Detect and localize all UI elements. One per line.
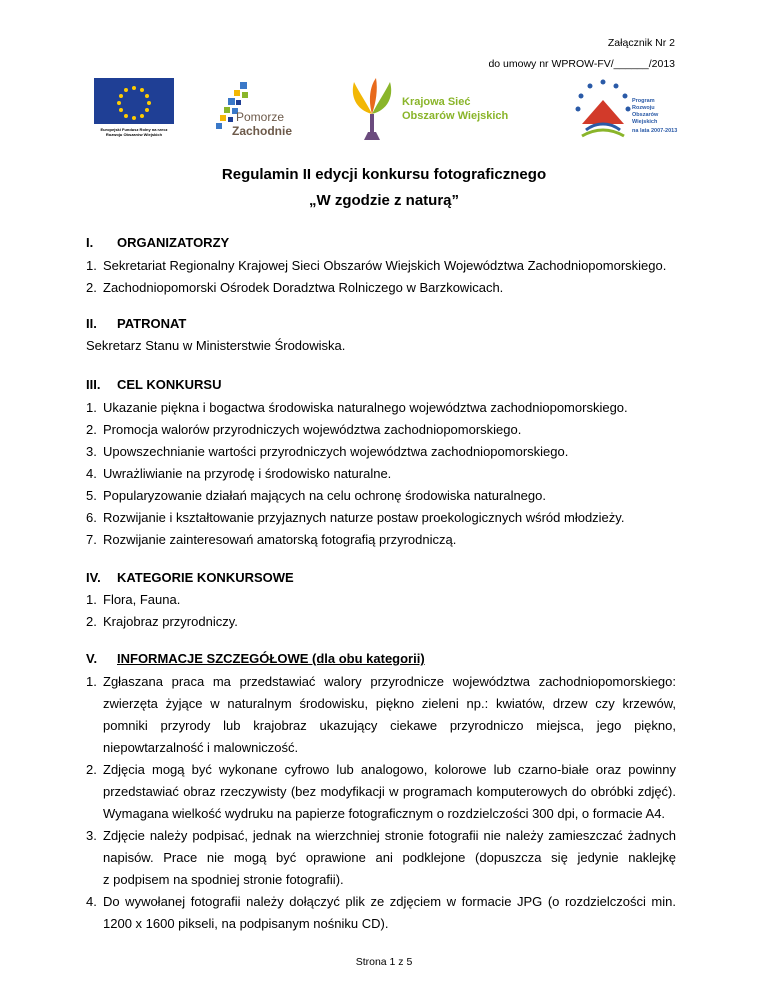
paragraph-line: napisów. Prace nie mogą być oprawione ani podklejone (dopuszcza się jedynie naklejkę bbox=[103, 850, 676, 865]
patronat-text: Sekretarz Stanu w Ministerstwie Środowiska. bbox=[86, 338, 346, 353]
list-item: 5. Popularyzowanie działań mających na celu ochronę środowiska naturalnego. bbox=[86, 488, 546, 503]
paragraph-line: Zdjęcie należy podpisać, jednak na wierzchniej stronie fotografii nie należy zamieszczać żadnych bbox=[103, 828, 676, 843]
ksow-line1: Krajowa Sieć bbox=[402, 96, 471, 108]
paragraph-number: 2. bbox=[86, 762, 97, 777]
list-item: 3. Upowszechnianie wartości przyrodniczych województwa zachodniopomorskiego. bbox=[86, 444, 569, 459]
eu-logo bbox=[94, 78, 174, 142]
section-heading-organizatorzy bbox=[86, 235, 229, 250]
ksow-line2: Obszarów Wiejskich bbox=[402, 110, 509, 122]
prow-line3: Obszarów bbox=[632, 112, 659, 118]
paragraph-number: 4. bbox=[86, 894, 97, 909]
logo-strip bbox=[90, 72, 690, 152]
paragraph-line: pomniki przyrody lub krajobraz ukazujący ciekawe przyrodniczo miejsca, jego piękno, bbox=[103, 718, 676, 733]
paragraph-line: przedstawiać obraz rzeczywisty (bez modyfikacji w programach komputerowych do obróbki zdjęć). bbox=[103, 784, 676, 799]
paragraph-line: Zgłaszana praca ma przedstawiać walory przyrodnicze województwa zachodniopomorskiego: bbox=[103, 674, 676, 689]
list-item: 7. Rozwijanie zainteresowań amatorską fotografią przyrodniczą. bbox=[86, 532, 457, 547]
document-title: Regulamin II edycji konkursu fotograficznego bbox=[221, 166, 547, 183]
prow-logo bbox=[568, 76, 690, 144]
eu-caption: Europejski Fundusz Rolny na rzecz Rozwoju Obszarów Wiejskich bbox=[100, 127, 168, 137]
section-heading-kategorie bbox=[86, 570, 294, 585]
section-title: CEL KONKURSU bbox=[117, 377, 222, 392]
section-title: ORGANIZATORZY bbox=[117, 235, 230, 250]
annex-label: Załącznik Nr 2 bbox=[607, 37, 675, 49]
paragraph-line: zwierzęta żyjące w naturalnym środowisku, piękno zieleni np.: kwiatów, drzew czy krzewów, bbox=[103, 696, 676, 711]
section-title: KATEGORIE KONKURSOWE bbox=[117, 570, 294, 585]
list-item: 1. Flora, Fauna. bbox=[86, 592, 181, 607]
prow-line1: Program bbox=[632, 98, 655, 104]
section-number: I. bbox=[86, 235, 94, 250]
ksow-logo bbox=[346, 74, 546, 144]
section-heading-patronat bbox=[86, 316, 186, 331]
document-subtitle: „W zgodzie z naturą” bbox=[309, 192, 459, 209]
prow-emblem-icon bbox=[568, 76, 638, 140]
section-heading-informacje bbox=[86, 651, 425, 666]
page-number: Strona 1 z 5 bbox=[355, 956, 413, 968]
paragraph-number: 1. bbox=[86, 674, 97, 689]
paragraph-line: Wymagana wielkość wydruku na papierze fotograficznym o rozdzielczości 300 dpi, o formacie A4. bbox=[103, 806, 666, 821]
section-title: PATRONAT bbox=[117, 316, 187, 331]
section-number: IV. bbox=[86, 570, 101, 585]
prow-line5: na lata 2007-2013 bbox=[632, 128, 678, 134]
section-heading-cel-konkursu bbox=[86, 377, 222, 392]
section-number: V. bbox=[86, 651, 98, 666]
pomorze-zachodnie-logo bbox=[216, 72, 296, 144]
paragraph-number: 3. bbox=[86, 828, 97, 843]
section-title: INFORMACJE SZCZEGÓŁOWE (dla obu kategorii) bbox=[117, 651, 425, 666]
paragraph-line: Do wywołanej fotografii należy dołączyć plik ze zdjęciem w formacie JPG (o rozdzielczości min. bbox=[103, 894, 676, 909]
contract-label: do umowy nr WPROW-FV/______/2013 bbox=[488, 58, 675, 70]
ksow-flower-icon bbox=[346, 74, 398, 142]
list-item: 4. Uwrażliwianie na przyrodę i środowisko naturalne. bbox=[86, 466, 392, 481]
paragraph-line: z podpisem na spodniej stronie fotografii). bbox=[103, 872, 344, 887]
section-number: III. bbox=[86, 377, 101, 392]
list-item: 2. Zachodniopomorski Ośrodek Doradztwa Rolniczego w Barzkowicach. bbox=[86, 280, 504, 295]
paragraph-line: Zdjęcia mogą być wykonane cyfrowo lub analogowo, kolorowe lub czarno-białe oraz powinny bbox=[103, 762, 676, 777]
prow-line4: Wiejskich bbox=[632, 119, 658, 125]
list-item: 1. Ukazanie piękna i bogactwa środowiska naturalnego województwa zachodniopomorskiego. bbox=[86, 400, 628, 415]
section-number: II. bbox=[86, 316, 97, 331]
list-item: 2. Promocja walorów przyrodniczych województwa zachodniopomorskiego. bbox=[86, 422, 522, 437]
pomorze-line1: Pomorze bbox=[236, 110, 285, 124]
paragraph-line: niepowtarzalność i malowniczość. bbox=[103, 740, 299, 755]
list-item: 6. Rozwijanie i kształtowanie przyjaznych naturze postaw proekologicznych wśród młodzieży. bbox=[86, 510, 625, 525]
prow-line2: Rozwoju bbox=[632, 105, 655, 111]
list-item: 1. Sekretariat Regionalny Krajowej Sieci Obszarów Wiejskich Województwa Zachodniopomorskiego. bbox=[86, 258, 667, 273]
paragraph-line: 1200 x 1600 pikseli, na podpisanym nośniku CD). bbox=[103, 916, 389, 931]
pomorze-line2: Zachodnie bbox=[232, 124, 293, 138]
list-item: 2. Krajobraz przyrodniczy. bbox=[86, 614, 238, 629]
